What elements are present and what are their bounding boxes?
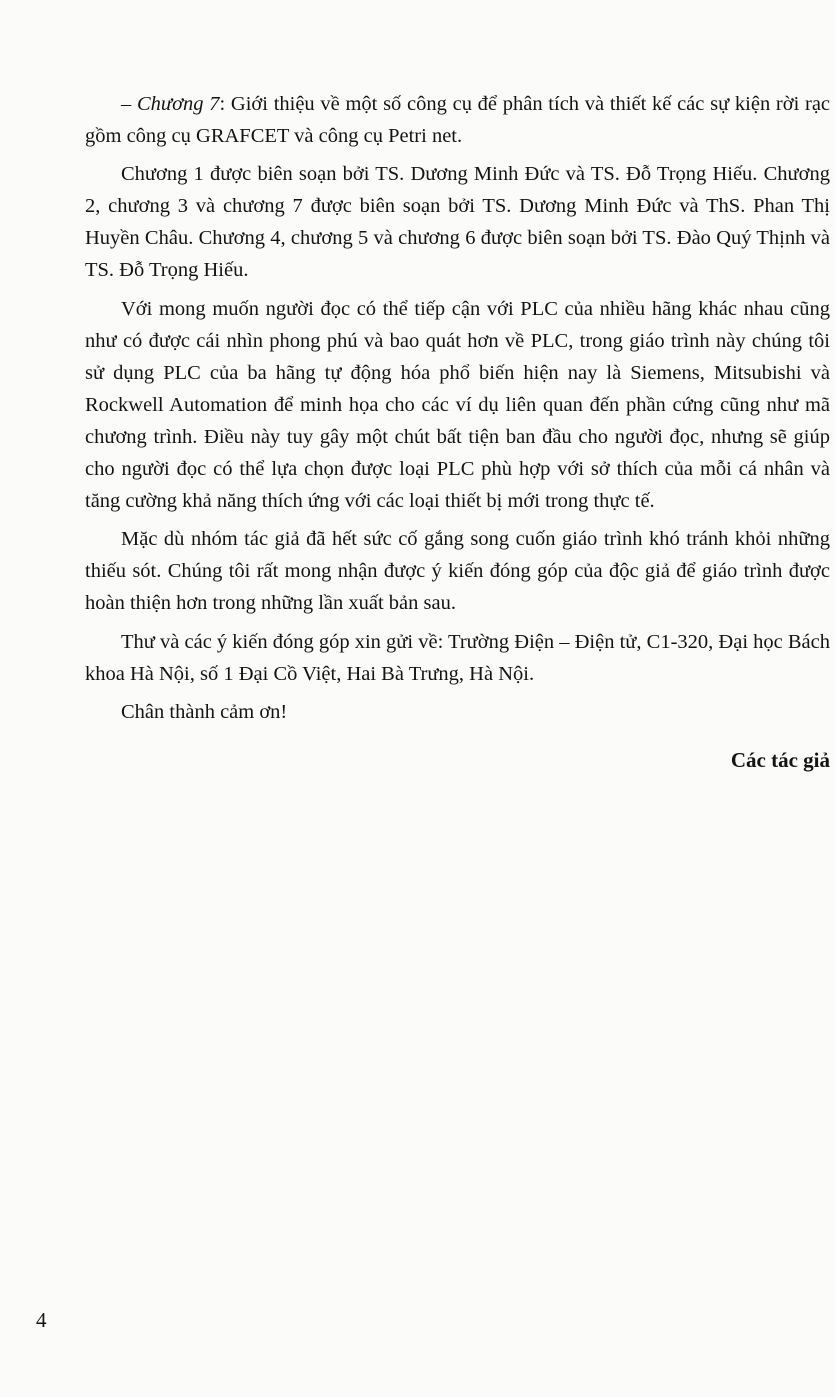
paragraph-authorship: Chương 1 được biên soạn bởi TS. Dương Minh Đức và TS. Đỗ Trọng Hiếu. Chương 2, chương 3 và chương 7 được biên soạn bởi TS. Dương Minh Đức và ThS. Phan Thị Huyền Châu. Chương 4, chương 5 và chương 6 được biên soạn bởi TS. Đào Quý Thịnh và TS. Đỗ Trọng Hiếu. (85, 163, 830, 282)
authors-signature: Các tác giả (730, 748, 830, 772)
paragraph-plc-vendors: Với mong muốn người đọc có thể tiếp cận với PLC của nhiều hãng khác nhau cũng như có được cái nhìn phong phú và bao quát hơn về PLC, trong giáo trình này chúng tôi sử dụng PLC của ba hãng tự động hóa phổ biến hiện nay là Siemens, Mitsubishi và Rockwell Automation để minh họa cho các ví dụ liên quan đến phần cứng cũng như mã chương trình. Điều này tuy gây một chút bất tiện ban đầu cho người đọc, nhưng sẽ giúp cho người đọc có thể lựa chọn được loại PLC phù hợp với sở thích của mỗi cá nhân và tăng cường khả năng thích ứng với các loại thiết bị mới trong thực tế. (85, 297, 830, 513)
chapter-reference: Chương 7 (136, 93, 220, 115)
page-number: 4 (36, 1308, 47, 1332)
dash: – (121, 93, 137, 115)
paragraph-contact: Thư và các ý kiến đóng góp xin gửi về: Trường Điện – Điện tử, C1-320, Đại học Bách khoa Hà Nội, số 1 Đại Cồ Việt, Hai Bà Trưng, Hà Nội. (85, 630, 830, 685)
paragraph-thanks: Chân thành cảm ơn! (121, 700, 288, 723)
paragraph-chapter-7 (85, 88, 830, 152)
body-text (85, 88, 830, 728)
chapter-7-description: : Giới thiệu về một số công cụ để phân tích và thiết kế các sự kiện rời rạc gồm công cụ GRAFCET và công cụ Petri net. (85, 93, 831, 148)
paragraph-shortcomings: Mặc dù nhóm tác giả đã hết sức cố gắng song cuốn giáo trình khó tránh khỏi những thiếu sót. Chúng tôi rất mong nhận được ý kiến đóng góp của độc giả để giáo trình được hoàn thiện hơn trong những lần xuất bản sau. (85, 528, 830, 615)
